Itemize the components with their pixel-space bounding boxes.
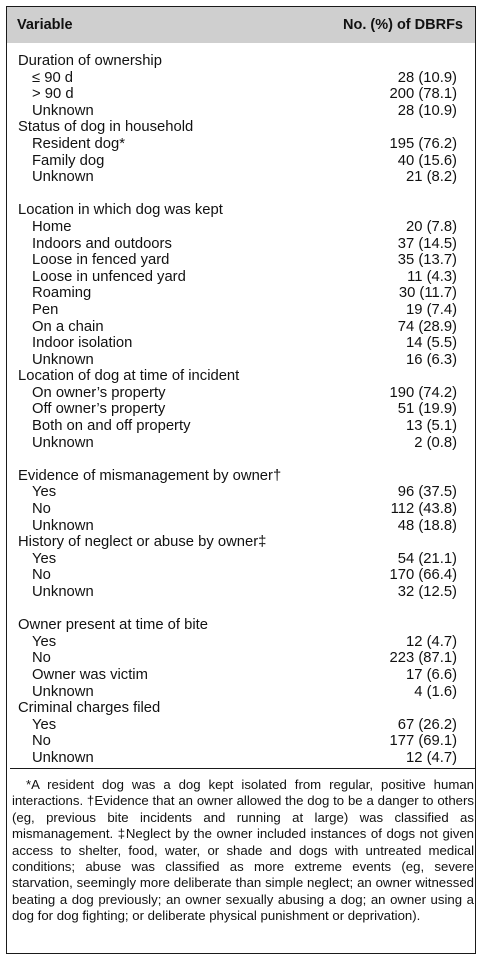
row-value: 200 (78.1) bbox=[389, 86, 457, 103]
category-label: Location of dog at time of incident bbox=[18, 368, 240, 385]
row-label: Off owner’s property bbox=[32, 401, 166, 418]
row-value: 74 (28.9) bbox=[397, 318, 457, 335]
row-label: On a chain bbox=[32, 318, 104, 335]
row-label: Loose in fenced yard bbox=[32, 252, 170, 269]
table-row bbox=[18, 584, 461, 601]
table-row bbox=[18, 518, 461, 535]
table-header bbox=[7, 7, 475, 43]
row-label: Pen bbox=[32, 301, 59, 318]
row-value: 67 (26.2) bbox=[397, 716, 457, 733]
table-row bbox=[18, 667, 461, 684]
category-label: Status of dog in household bbox=[18, 119, 194, 136]
row-value: 190 (74.2) bbox=[389, 384, 457, 401]
table-row bbox=[18, 401, 461, 418]
row-value: 11 (4.3) bbox=[407, 268, 457, 285]
row-value: 177 (69.1) bbox=[389, 733, 457, 750]
category-label: Evidence of mismanagement by owner† bbox=[18, 467, 282, 484]
table-row bbox=[18, 335, 461, 352]
table-row bbox=[18, 684, 461, 701]
row-label: Resident dog* bbox=[32, 135, 125, 152]
table-row bbox=[18, 169, 461, 186]
table-row bbox=[18, 302, 461, 319]
row-label: No bbox=[32, 650, 51, 667]
table-row bbox=[18, 70, 461, 87]
table-row bbox=[18, 352, 461, 369]
section-spacer bbox=[18, 186, 461, 203]
row-value: 4 (1.6) bbox=[414, 683, 457, 700]
table-row bbox=[18, 103, 461, 120]
row-value: 96 (37.5) bbox=[397, 484, 457, 501]
row-value: 54 (21.1) bbox=[397, 550, 457, 567]
row-value: 20 (7.8) bbox=[406, 218, 457, 235]
category-label: History of neglect or abuse by owner‡ bbox=[18, 534, 267, 551]
table-row bbox=[18, 501, 461, 518]
row-label: Yes bbox=[32, 550, 57, 567]
row-label: Unknown bbox=[32, 749, 94, 766]
row-value: 21 (8.2) bbox=[406, 169, 457, 186]
table-row bbox=[18, 750, 461, 767]
row-label: Unknown bbox=[32, 102, 94, 119]
table-row bbox=[18, 319, 461, 336]
table-row bbox=[18, 86, 461, 103]
row-value: 19 (7.4) bbox=[406, 301, 457, 318]
table-row bbox=[18, 236, 461, 253]
row-value: 112 (43.8) bbox=[390, 501, 457, 518]
row-value: 12 (4.7) bbox=[406, 749, 457, 766]
row-value: 32 (12.5) bbox=[397, 584, 457, 600]
row-value: 223 (87.1) bbox=[389, 650, 457, 667]
row-label: Home bbox=[32, 218, 72, 235]
category-label: Location in which dog was kept bbox=[18, 202, 223, 219]
row-value: 37 (14.5) bbox=[397, 235, 457, 252]
table-row bbox=[18, 136, 461, 153]
table-row bbox=[18, 484, 461, 501]
row-value: 28 (10.9) bbox=[397, 69, 457, 86]
table-row bbox=[18, 153, 461, 170]
row-label: Roaming bbox=[32, 285, 92, 302]
table-row bbox=[18, 285, 461, 302]
row-label: Yes bbox=[32, 484, 57, 501]
category-label: Criminal charges filed bbox=[18, 700, 161, 717]
row-label: No bbox=[32, 567, 51, 584]
table-footnote: *A resident dog was a dog kept isolated from regular, positive human interactions. †Evidence that an owner allowed the dog to be a danger to others (eg, previous bite incidents and running at large) was classified as mismanagement. ‡Neglect by the owner included instances of dogs not given access to shelter, food, water, or shade and dogs with untreated medical conditions; abuse was classified as more extreme events (eg, severe starvation, seemingly more deliberate than simple neglect; an owner witnessed beating a dog previously; an owner sexually abusing a dog; an owner using a dog for dog fighting; or deliberate physical punishment or deprivation). bbox=[12, 777, 474, 924]
table-row bbox=[18, 418, 461, 435]
row-label: Unknown bbox=[32, 351, 94, 368]
row-value: 16 (6.3) bbox=[406, 351, 457, 368]
table-row bbox=[18, 717, 461, 734]
row-label: Loose in unfenced yard bbox=[32, 268, 186, 285]
row-label: Yes bbox=[32, 716, 57, 733]
column-header-count: No. (%) of DBRFs bbox=[342, 17, 463, 33]
category-row bbox=[18, 368, 461, 385]
row-label: No bbox=[32, 501, 51, 518]
row-value: 2 (0.8) bbox=[414, 434, 457, 451]
row-label: Unknown bbox=[32, 169, 94, 186]
table-row bbox=[18, 733, 461, 750]
row-value: 40 (15.6) bbox=[397, 152, 457, 169]
row-label: ≤ 90 d bbox=[32, 69, 74, 86]
row-value: 195 (76.2) bbox=[389, 135, 457, 152]
row-label: On owner’s property bbox=[32, 384, 166, 401]
table-row bbox=[18, 252, 461, 269]
category-row bbox=[18, 534, 461, 551]
table-row bbox=[18, 551, 461, 568]
row-value: 30 (11.7) bbox=[398, 285, 457, 302]
table-row bbox=[18, 435, 461, 452]
section-spacer bbox=[18, 451, 461, 468]
row-label: Unknown bbox=[32, 434, 94, 451]
row-value: 13 (5.1) bbox=[406, 418, 457, 435]
category-label: Duration of ownership bbox=[18, 53, 162, 69]
category-row bbox=[18, 700, 461, 717]
table-row bbox=[18, 650, 461, 667]
row-label: No bbox=[32, 733, 51, 750]
row-label: Family dog bbox=[32, 152, 105, 169]
row-value: 170 (66.4) bbox=[389, 567, 457, 584]
row-label: Unknown bbox=[32, 517, 94, 534]
footnote-divider bbox=[10, 768, 476, 769]
row-value: 28 (10.9) bbox=[397, 102, 457, 119]
category-row bbox=[18, 202, 461, 219]
section-spacer bbox=[18, 601, 461, 618]
table-body bbox=[7, 43, 475, 767]
row-value: 35 (13.7) bbox=[397, 252, 457, 269]
table-row bbox=[18, 634, 461, 651]
table-row bbox=[18, 385, 461, 402]
row-label: Owner was victim bbox=[32, 666, 148, 683]
category-row bbox=[18, 468, 461, 485]
row-value: 14 (5.5) bbox=[406, 335, 457, 352]
column-header-variable: Variable bbox=[17, 17, 73, 33]
category-row bbox=[18, 53, 461, 70]
category-row bbox=[18, 119, 461, 136]
row-value: 51 (19.9) bbox=[397, 401, 457, 418]
row-label: Indoor isolation bbox=[32, 335, 133, 352]
row-label: Yes bbox=[32, 633, 57, 650]
row-label: Unknown bbox=[32, 584, 94, 600]
row-value: 48 (18.8) bbox=[397, 517, 457, 534]
table-row bbox=[18, 219, 461, 236]
row-value: 17 (6.6) bbox=[406, 666, 457, 683]
row-label: Indoors and outdoors bbox=[32, 235, 172, 252]
category-label: Owner present at time of bite bbox=[18, 617, 208, 634]
category-row bbox=[18, 617, 461, 634]
row-label: Unknown bbox=[32, 683, 94, 700]
row-value: 12 (4.7) bbox=[406, 633, 457, 650]
table-row bbox=[18, 567, 461, 584]
table-row bbox=[18, 269, 461, 286]
row-label: Both on and off property bbox=[32, 418, 191, 435]
row-label: > 90 d bbox=[32, 86, 74, 103]
